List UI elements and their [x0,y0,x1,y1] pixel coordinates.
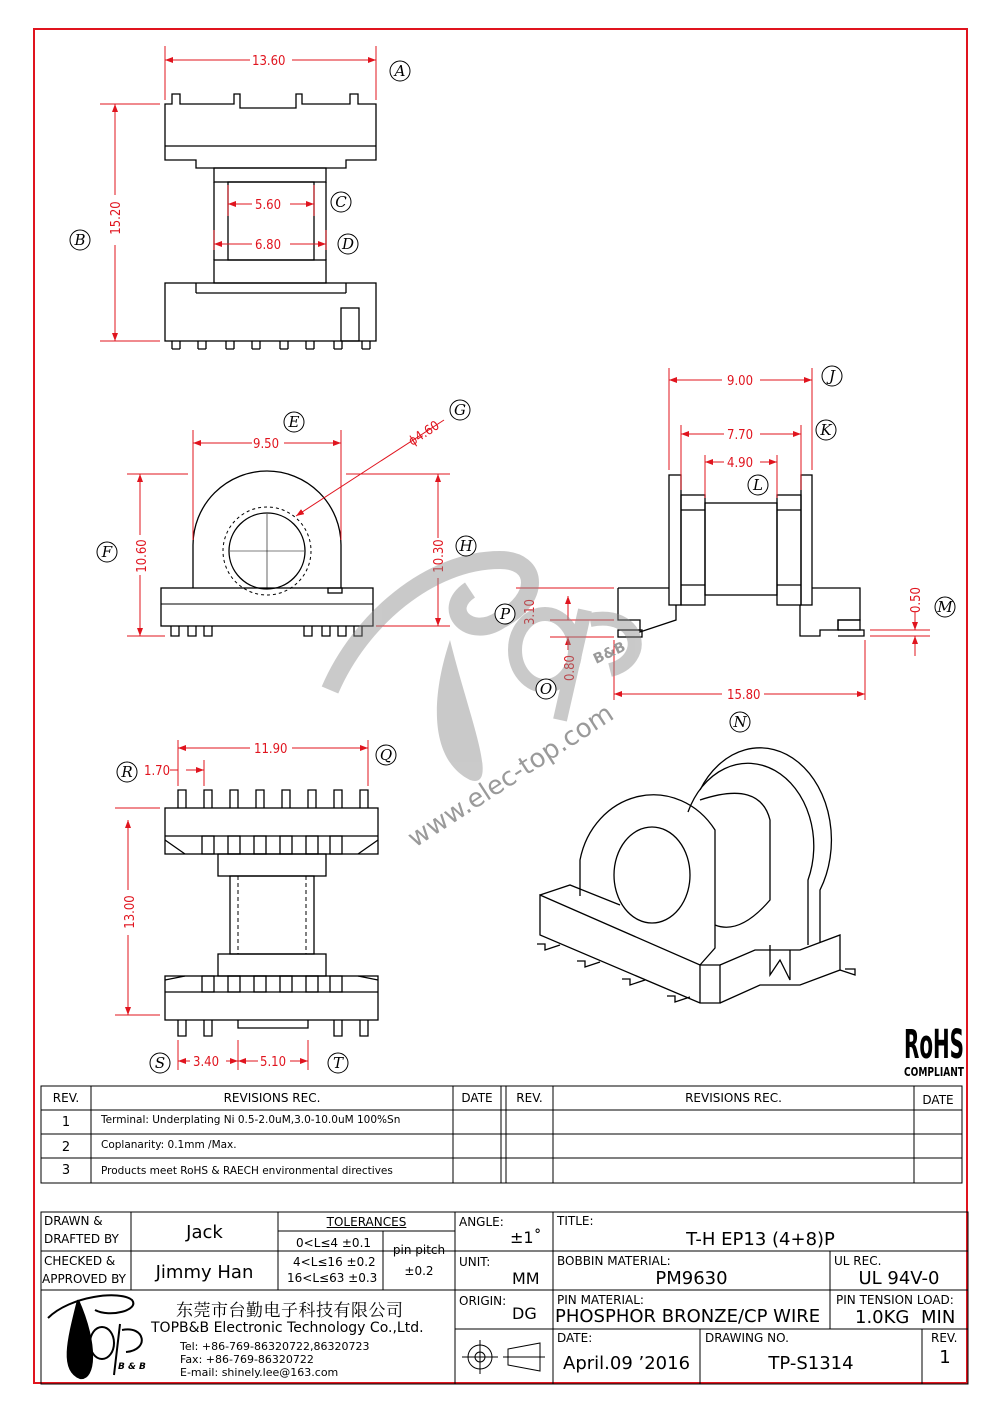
label-l: L [753,476,763,494]
dim-a-text: 13.60 [252,54,286,69]
label-c: C [335,193,347,211]
bobbin-material-label: BOBBIN MATERIAL: [557,1254,671,1268]
rev-rec-header-right: REVISIONS REC. [685,1091,782,1105]
drawn-label-2: DRAFTED BY [44,1232,119,1246]
angle-value: ±1˚ [510,1228,542,1247]
rev-header-right: REV. [516,1091,543,1105]
rev-label: REV. [931,1331,958,1345]
watermark-brand: B&B [590,638,629,668]
dim-h-text: 10.30 [432,539,447,573]
ul-rec-label: UL REC. [834,1254,882,1268]
dim-o-text: 0.80 [563,654,578,682]
isometric-view [537,748,855,1003]
date-value: April.09 ’2016 [563,1353,691,1374]
company-tel: Tel: +86-769-86320722,86320723 [180,1340,370,1353]
company-fax: Fax: +86-769-86320722 [180,1353,314,1366]
dim-g-text: ϕ4.60 [406,418,443,450]
label-t: T [332,1054,344,1072]
pin-material-label: PIN MATERIAL: [557,1293,644,1307]
pin-tension-value: 1.0KG [855,1307,910,1328]
title-value: T-H EP13 (4+8)P [686,1229,835,1250]
dim-u-text: 13.00 [123,895,138,929]
tolerance-2: 4<L≤16 ±0.2 [293,1255,376,1269]
rev-rec-header-left: REVISIONS REC. [223,1091,321,1105]
rev-row-2-number: 2 [61,1140,71,1155]
drawn-by-name: Jack [186,1222,223,1243]
projection-symbol-icon [462,1340,545,1374]
label-f: F [101,543,113,561]
label-r: R [121,763,133,781]
ul-rec-value: UL 94V-0 [858,1268,940,1289]
pin-pitch-value: ±0.2 [404,1264,434,1278]
pin-material-value: PHOSPHOR BRONZE/CP WIRE [555,1306,821,1327]
unit-value: MM [512,1269,540,1288]
company-name-cn: 东莞市台勤电子科技有限公司 [176,1301,404,1321]
tolerance-3: 16<L≤63 ±0.3 [287,1271,378,1285]
rev-date-header-right: DATE [922,1093,954,1107]
drawing-no-value: TP-S1314 [768,1353,854,1374]
pin-tension-label: PIN TENSION LOAD: [836,1293,954,1307]
label-d: D [341,235,355,253]
label-s: S [154,1054,166,1072]
company-name-en: TOPB&B Electronic Technology Co.,Ltd. [151,1320,424,1336]
dim-e-text: 9.50 [253,437,280,452]
rev-row-1-number: 1 [61,1115,71,1130]
origin-value: DG [512,1304,537,1323]
pin-pitch-label: pin pitch [392,1243,446,1257]
label-q: Q [379,746,393,764]
rohs-mark: RoHS [904,1022,964,1068]
drawing-no-label: DRAWING NO. [705,1331,789,1345]
label-h: H [459,537,473,555]
rev-header-left: REV. [52,1091,80,1105]
dim-l-text: 4.90 [727,456,754,471]
tolerance-1: 0<L≤4 ±0.1 [296,1236,372,1250]
tolerances-label: TOLERANCES [326,1215,407,1229]
label-n: N [733,713,747,731]
dim-m-text: 0.50 [909,586,924,614]
rohs-compliant: COMPLIANT [904,1065,965,1079]
title-label: TITLE: [557,1214,594,1228]
dim-q-text: 11.90 [254,742,288,757]
pin-tension-unit: MIN [921,1307,956,1328]
angle-label: ANGLE: [459,1215,504,1229]
unit-label: UNIT: [459,1255,491,1269]
drawn-label-1: DRAWN & [44,1214,103,1228]
dim-f-text: 10.60 [135,539,150,573]
rev-value: 1 [939,1347,951,1368]
label-m: M [937,598,953,616]
checked-label-2: APPROVED BY [42,1272,127,1286]
dim-n-text: 15.80 [727,688,761,703]
label-p: P [499,605,511,623]
rev-row-3-number: 3 [61,1163,71,1178]
side-view-top [165,94,376,349]
rev-row-3-text: Products meet RoHS & RAECH environmental directives [101,1165,393,1177]
dim-j-text: 9.00 [727,374,754,389]
dim-k-text: 7.70 [727,428,754,443]
approved-by-name: Jimmy Han [155,1262,254,1283]
label-j: J [828,367,836,385]
company-logo-sub: B & B [118,1362,146,1372]
label-k: K [820,421,832,439]
dim-s-text: 3.40 [193,1055,220,1070]
label-g: G [454,401,466,419]
origin-label: ORIGIN: [459,1294,507,1308]
watermark-logo [330,560,635,781]
company-email: E-mail: shinely.lee@163.com [180,1366,339,1379]
bottom-view [165,790,378,1036]
dim-b-text: 15.20 [109,201,124,235]
rev-date-header-left: DATE [461,1091,493,1105]
rev-row-1-text: Terminal: Underplating Ni 0.5-2.0uM,3.0-10.0uM 100%Sn [101,1114,401,1126]
label-o: O [539,680,553,698]
bobbin-material-value: PM9630 [655,1268,728,1289]
label-b: B [74,231,86,249]
date-label: DATE: [557,1331,593,1345]
dim-c-text: 5.60 [255,198,282,213]
label-a: A [394,62,406,80]
right-side-view [618,475,864,637]
rev-row-2-text: Coplanarity: 0.1mm /Max. [101,1139,237,1151]
dim-d-text: 6.80 [255,238,282,253]
watermark-url: www.elec-top.com [402,698,620,854]
dim-r-text: 1.70 [144,764,171,779]
checked-label-1: CHECKED & [44,1254,116,1268]
label-e: E [288,413,300,431]
dim-t-text: 5.10 [260,1055,287,1070]
dim-p-text: 3.10 [523,598,538,626]
